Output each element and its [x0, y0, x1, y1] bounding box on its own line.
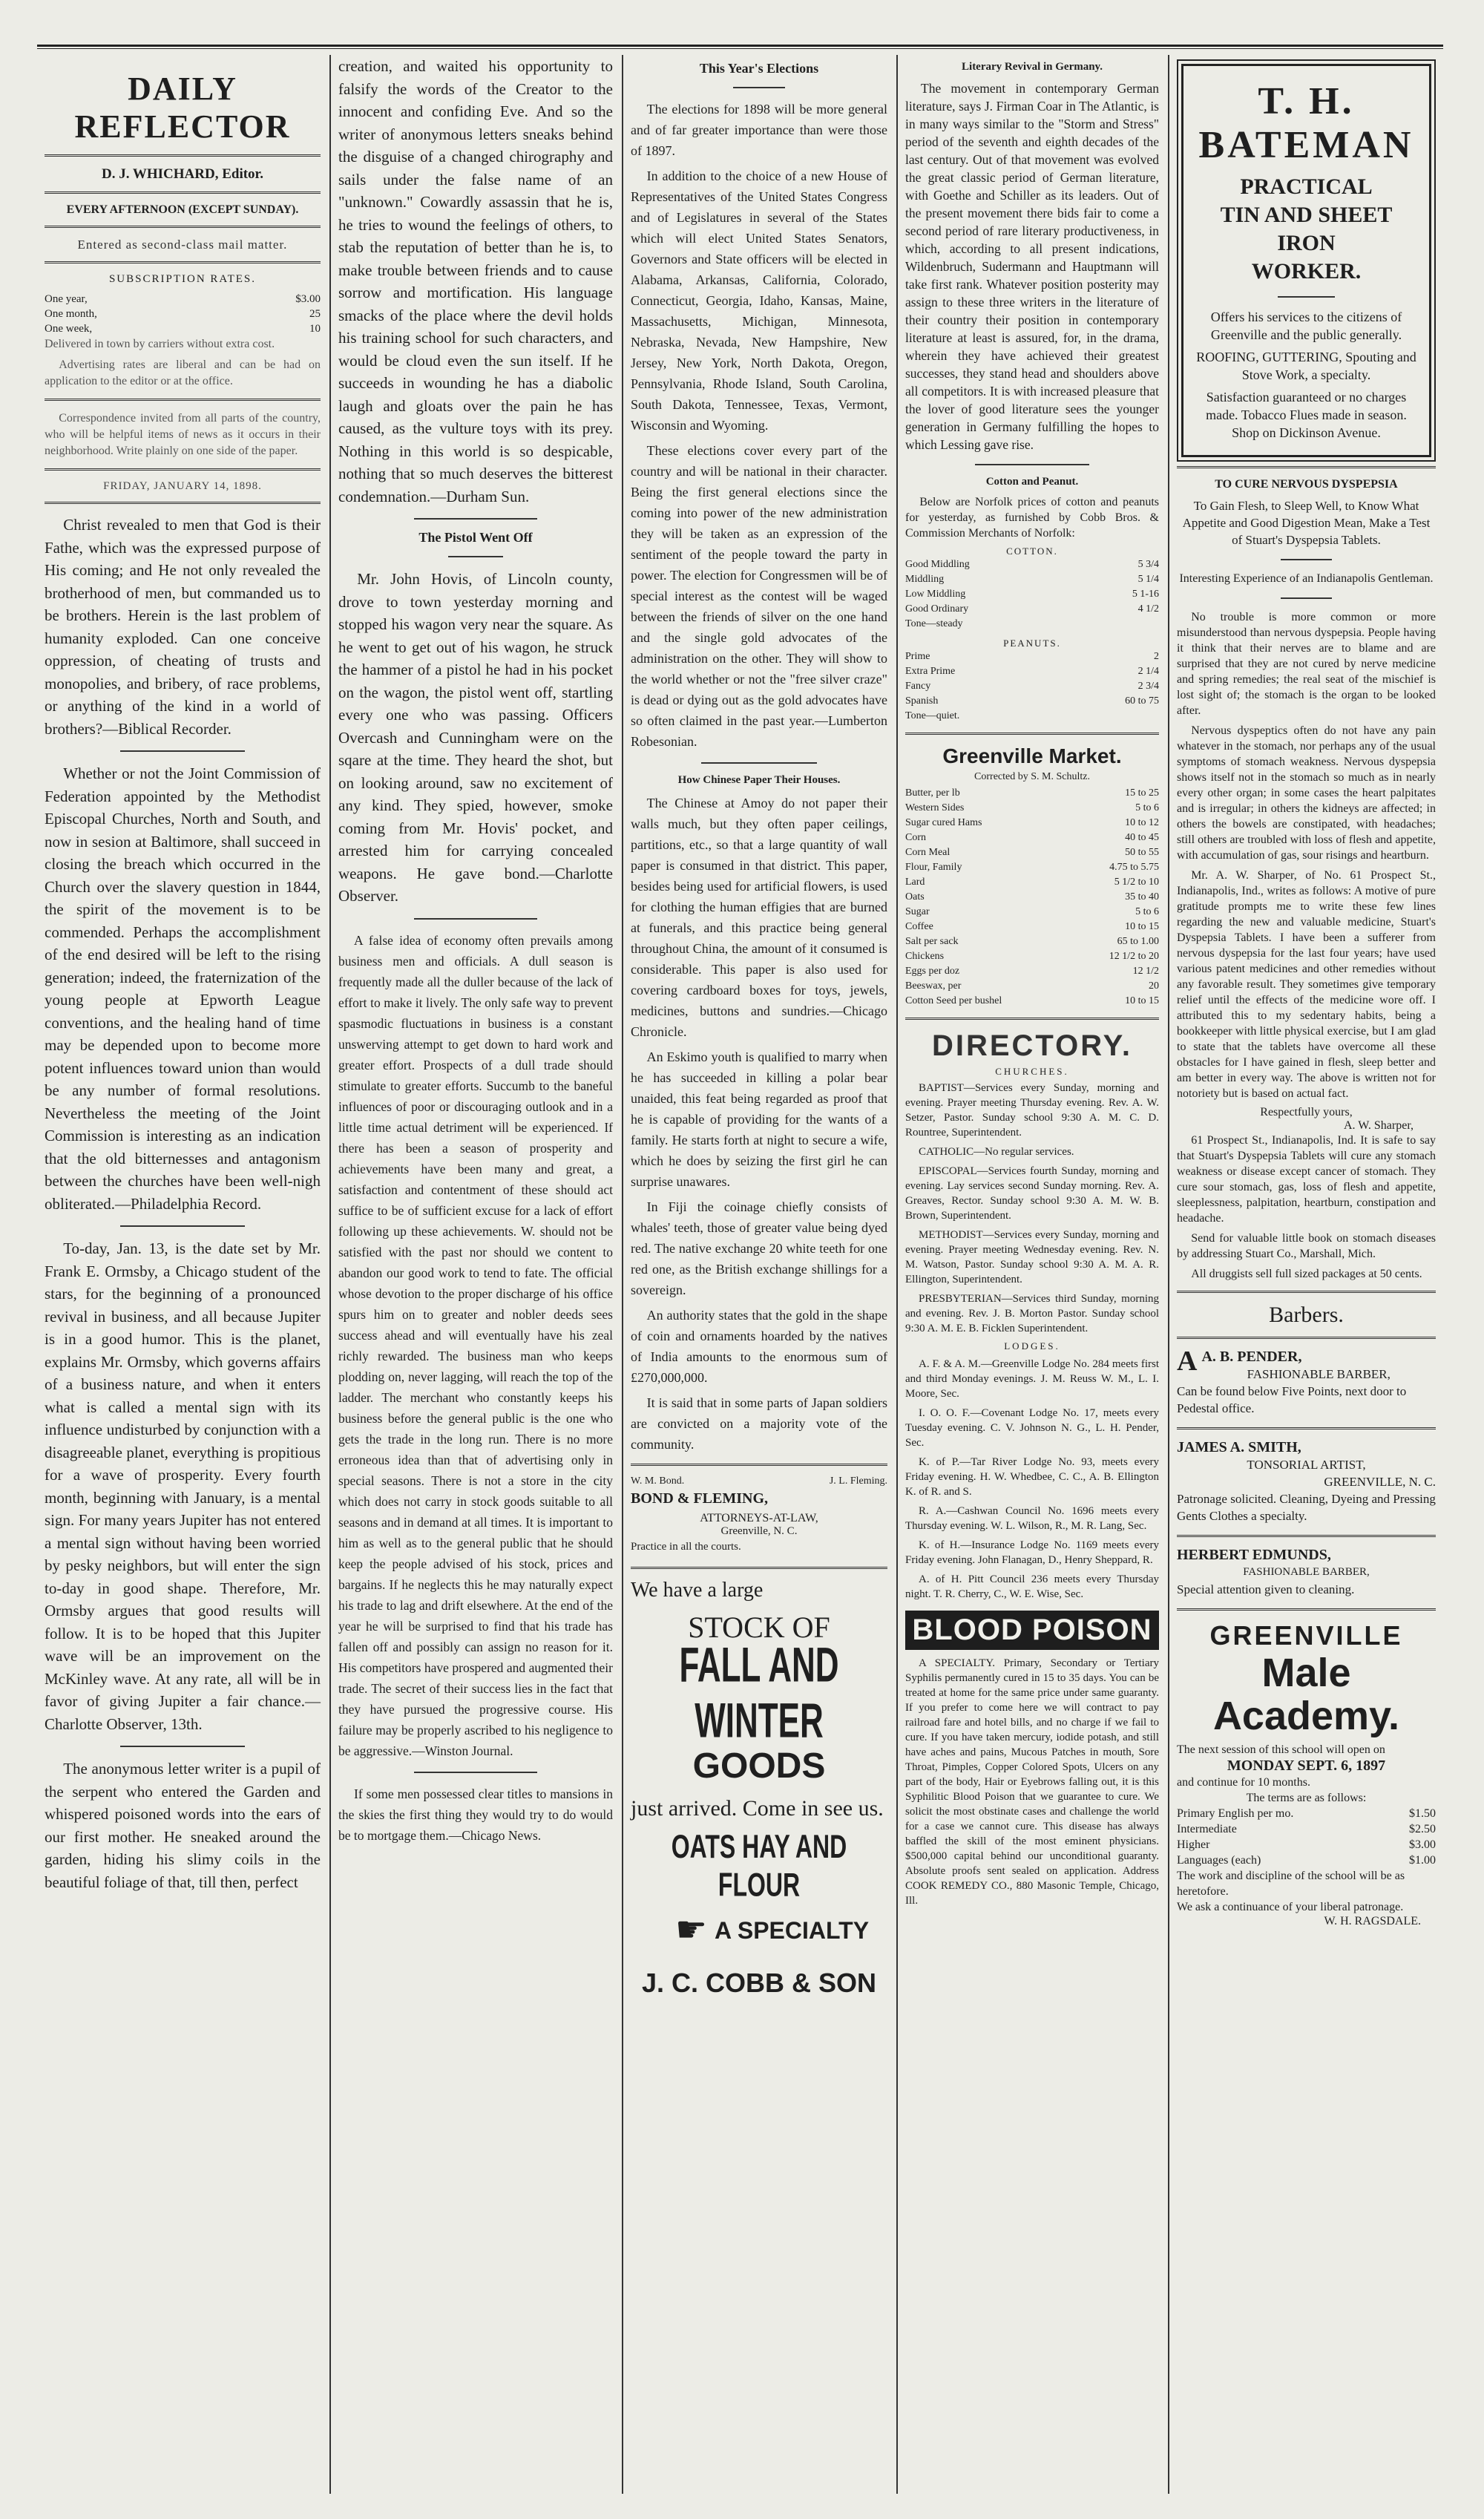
masthead-title: DAILY REFLECTOR [74, 71, 291, 145]
price-item: Primary English per mo. [1177, 1807, 1294, 1820]
divider [414, 1772, 538, 1773]
article-paragraph: All druggists sell full sized packages at 50 cents. [1191, 1268, 1422, 1280]
article-paragraph: An Eskimo youth is qualified to marry when he has succeeded in killing a polar bear unaided, this feat being regarded as proof that he is capable of providing for the wants of a family. He starts forth at night to secure a wife, which he does by seizing the first girl he can surprise unawares. [631, 1049, 887, 1189]
price-row [905, 920, 1159, 934]
academy-text: The next session of this school will open on [1177, 1743, 1385, 1756]
divider [414, 518, 538, 520]
price-value: 2 1/4 [1137, 666, 1159, 677]
article-paragraph: In Fiji the coinage chiefly consists of whales' teeth, those of greater value being dyed red. The native exchange 20 white teeth for one red one, as the British exchange shillings for a sovereign. [631, 1199, 887, 1297]
article-paragraph: The elections for 1898 will be more general and of far greater importance than were those of 1897. [631, 102, 887, 158]
article-paragraph: Mr. A. W. Sharper, of No. 61 Prospect St., Indianapolis, Ind., writes as follows: A motive of pure gratitude prompts me to write these few lines regarding the new and valuable medicine, Stuart's Dyspepsia Tablets. I have been a sufferer from nervous dyspepsia for the last four years; have used various patent medicines and other remedies without any favorable result. They sometimes give temporary relief until the effects of the medicine wore off. I attributed this to my sedentary habits, being a bookkeeper with little physical exercise, but I am glad to state that the tablets have overcome all these obstacles for I have gained in flesh, sleep better and am better in every way. The above is written not for notoriety but is based on actual fact. [1177, 869, 1436, 1100]
pointing-hand-icon: ☛ [675, 1910, 708, 1950]
bateman-text: ROOFING, GUTTERING, Spouting and Stove Work, a specialty. [1196, 350, 1416, 382]
academy-text: The work and discipline of the school will be as heretofore. [1177, 1870, 1405, 1898]
price-row [1177, 1821, 1436, 1837]
price-value: $3.00 [1409, 1838, 1436, 1851]
price-item: Oats [905, 891, 925, 903]
peanut-price-list [905, 649, 1159, 724]
section-label: LODGES. [1004, 1340, 1060, 1352]
price-value: 15 to 25 [1125, 787, 1159, 799]
bateman-text: Satisfaction guaranteed or no charges made. Tobacco Flues made in season. Shop on Dickinson Avenue. [1206, 390, 1407, 440]
article-paragraph: In addition to the choice of a new House of Representatives of the United States Congress and of Legislatures in several of the States which will elect United States Senators, Governors and State officers will be elected in Alabama, Arkansas, California, Colorado, Connecticut, Georgia, Idaho, Kansas, Maine, Massachusetts, Michigan, Minnesota, Nebraska, Nevada, New Hampshire, New Jersey, New York, North Dakota, Oregon, Pennsylvania, Rhode Island, South Carolina, South Dakota, Tennessee, Texas, Vermont, Wisconsin and Wyoming. [631, 168, 887, 433]
cobb-ad-headline: GOODS [692, 1746, 826, 1786]
price-item: Spanish [905, 695, 939, 707]
price-value: 60 to 75 [1125, 695, 1159, 707]
divider [448, 556, 503, 557]
divider [1177, 466, 1436, 469]
delivery-note: Delivered in town by carriers without extra cost. [45, 338, 275, 350]
price-value: 5 1/4 [1137, 574, 1159, 585]
price-item: Fancy [905, 681, 931, 692]
divider [45, 154, 321, 157]
article-subhead: Interesting Experience of an Indianapolis Gentleman. [1179, 572, 1434, 585]
section-label: CHURCHES. [995, 1066, 1069, 1077]
price-value: 40 to 45 [1125, 832, 1159, 843]
divider [120, 1746, 244, 1747]
divider [631, 1464, 887, 1467]
lodge-listing: I. O. O. F.—Covenant Lodge No. 17, meets every Tuesday evening. C. V. Johnson N. G., L. H. Pender, Sec. [905, 1407, 1159, 1449]
academy-text: The terms are as follows: [1246, 1792, 1367, 1804]
price-item: Salt per sack [905, 936, 959, 947]
column-2 [331, 55, 620, 2494]
article-paragraph: 61 Prospect St., Indianapolis, Ind. It is safe to say that Stuart's Dyspepsia Tablets will cure any stomach weakness or disease except cancer of stomach. They cure sour stomach, gas, loss of flesh and appetite, sleeplessness, palpitation, heartburn, constipation and headache. [1177, 1134, 1436, 1225]
price-item: Corn Meal [905, 847, 951, 858]
article-headline: This Year's Elections [699, 61, 819, 76]
bateman-line: TIN AND SHEET IRON [1220, 203, 1393, 255]
column-3 [623, 55, 895, 2494]
church-listing: EPISCOPAL—Services fourth Sunday, morning and evening. Lay services second Sunday morning. Rev. A. Greaves, Rector. Sunday school 9:30 A. M. W. B. Brown, Superintendent. [905, 1165, 1159, 1222]
price-value: $1.00 [1409, 1854, 1436, 1867]
price-row [905, 572, 1159, 587]
top-rule [37, 45, 1443, 49]
price-value: 20 [1149, 980, 1159, 992]
divider [45, 191, 321, 194]
church-listing: CATHOLIC—No regular services. [919, 1146, 1074, 1158]
price-row [905, 602, 1159, 617]
advertising-note: Advertising rates are liberal and can be had on application to the editor or at the office. [45, 358, 321, 387]
cobb-ad-line: We have a large [631, 1579, 764, 1602]
dropcap-a: A [1177, 1346, 1198, 1377]
blood-poison-ad: A SPECIALTY. Primary, Secondary or Tertiary Syphilis permanently cured in 15 to 35 days. You can be treated at home for the same price under same guaranty. If you prefer to come here we will contract to pay railroad fare and hotel bills, and no charge if we fail to cure. If you have taken mercury, iodide potash, and still have aches and pains, Mucous Patches in mouth, Sore Throat, Pimples, Copper Colored Spots, Ulcers on any part of the body, Hair or Eyebrows falling out, it is this Syphilitic Blood Poison that we guarantee to cure. We solicit the most obstinate cases and challenge the world for a case we cannot cure. This disease has always baffled the skill of the most eminent physicians. $500,000 capital behind our unconditional guaranty. Absolute proofs sent sealed on application. Address COOK REMEDY CO., 880 Masonic Temple, Chicago, Ill. [905, 1657, 1159, 1907]
price-item: Eggs per doz [905, 966, 960, 977]
signature-line: Respectfully yours, [1260, 1106, 1353, 1118]
article-paragraph: The Chinese at Amoy do not paper their walls much, but they often paper ceilings, partitions, etc., so that a large quantity of wall paper is consumed in that district. This paper, besides being used for artificial flowers, is used for clothing the human effigies that are burned at funerals, and this practice being general throughout China, the amount of it consumed is considerable. This paper is also used for covering cardboard boxes for toys, jewels, medicines, buttons and sundries.—Chicago Chronicle. [631, 796, 887, 1039]
academy-signature: W. H. RAGSDALE. [1324, 1915, 1421, 1927]
lodge-listing: A. of H. Pitt Council 236 meets every Thursday night. T. R. Cherry, C., W. E. Wise, Sec. [905, 1573, 1159, 1600]
price-value: 4 1/2 [1137, 603, 1159, 615]
article-paragraph: Send for valuable little book on stomach diseases by addressing Stuart Co., Marshall, Mich. [1177, 1232, 1436, 1260]
price-row [905, 845, 1159, 860]
price-row [905, 801, 1159, 816]
price-value: 12 1/2 [1132, 966, 1159, 977]
price-row [905, 786, 1159, 801]
divider [905, 1018, 1159, 1021]
divider [1281, 559, 1333, 560]
price-row [905, 934, 1159, 949]
lodge-listing: K. of H.—Insurance Lodge No. 1169 meets every Friday evening. John Flanagan, D., Henry Sheppard, R. [905, 1539, 1159, 1566]
price-value: 5 3/4 [1137, 559, 1159, 570]
market-price-list [905, 786, 1159, 1009]
article-paragraph: Whether or not the Joint Commission of Federation appointed by the Methodist Episcopal Churches, North and South, and now in sesion at Baltimore, shall succeed in closing the breach which occurred in the Church over the slavery question in 1844, the spirit of the movement is to be commended. Perhaps the accomplishment of the end desired will be left to the rising generation; indeed, the fraternization of the young people at Epworth League conventions, and the healing hand of time may be depended upon to become more potent influences toward union than would be any number of formal resolutions. Nevertheless the meeting of the Joint Commission is interesting as an indication that the old bitternesses and antagonism between the churches have been well-nigh obliterated.—Philadelphia Record. [45, 764, 321, 1213]
price-item: Cotton Seed per bushel [905, 995, 1002, 1006]
article-paragraph: To-day, Jan. 13, is the date set by Mr. Frank E. Ormsby, a Chicago student of the stars, for the beginning of a pronounced revival in business, and all because Jupiter is in a good humor. This is the planet, explains Mr. Ormsby, which governs affairs of a business nature, and when it enters what is called a mental sign with its influence undisturbed by conjunction with a disagreeable planet, everything is propitious for a wave of prosperity. Every fourth month, beginning with January, is a mental sign. For many years Jupiter has not entered a mental sign without having been worried by pesky neighbors, but will enter the sign to-day in good shape. Therefore, Mr. Ormsby argues that good results will follow. It is to be hoped that this Jupiter wave will be an improvement on the McKinley wave. At any rate, all will be in favor of giving Jupiter a fair chance.—Charlotte Observer, 13th. [45, 1239, 321, 1733]
article-paragraph: A false idea of economy often prevails among business men and officials. A dull season is frequently made all the duller because of the lack of effort to make it lively. The only safe way to prevent spasmodic fluctuations in business is a constant unswerving attempt to get down to hard work and greater effort. Prospects of a dull trade should stimulate to greater efforts. Succumb to the baneful influences of poor or discouraging outlook and in a little time actual detriment will be experienced. If there has been a season of prosperity and achievements have been many and great, a satisfaction and contentment of these should act suffice to be of sufficient excuse for a lack of effort following up these achievements. W. should not be satisfied with the past nor should we content to abandon our good work to tend to fate. The official whose devotion to the proper discharge of his office spurs him on to greater and nobler deeds sees success ahead and will eventually have his zeal richly rewarded. The business man who keeps plodding on, never lagging, will reach the top of the ladder. The merchant who constantly keeps his business before the general public is the one who gets the trade in the long run. There is no more erroneous idea than that of advertising only in special seasons. There is not a store in the city which does not carry in stock goods suitable to all seasons and in demand at all times. It is important to him as well as to the general public that he should keep the people advised of his stock, prices and bargains. If he neglects this he may naturally expect his trade to lag and drift elsewhere. At the end of the year he will be surprised to find that his trade has fallen off and possibly can assign no reason for it. His competitors have prospered and augmented their trade. The secret of their success lies in the fact that they have pursued the progressive course. His failure may be properly ascribed to his negligence to be aggressive.—Winston Journal. [338, 932, 613, 1758]
price-item: Tone—quiet. [905, 710, 960, 721]
church-listing: BAPTIST—Services every Sunday, morning and evening. Prayer meeting Thursday evening. Rev. A. W. Setzer, Pastor. Sunday school 9:30 A. M. C. D. Rountree, Superintendent. [905, 1082, 1159, 1139]
cobb-ad-specialty: A SPECIALTY [715, 1916, 870, 1944]
blood-poison-headline: BLOOD POISON [905, 1611, 1159, 1650]
bateman-ad [1181, 64, 1431, 457]
article-paragraph: The anonymous letter writer is a pupil of the serpent who entered the Garden and whispered poisoned words into the ears of our first mother. He sneaked around the garden, hiding his slimy coils in the beautiful foliage of that, till then, perfect [45, 1760, 321, 1891]
price-item: Good Middling [905, 559, 970, 570]
academy-title: Male Academy. [1212, 1651, 1400, 1738]
academy-date: MONDAY SEPT. 6, 1897 [1227, 1758, 1386, 1774]
price-row [905, 905, 1159, 920]
price-item: Western Sides [905, 802, 965, 813]
price-value: 2 [1154, 651, 1159, 662]
cobb-ad-line: STOCK OF [688, 1611, 830, 1644]
law-firm-city: Greenville, N. C. [720, 1525, 798, 1537]
price-row [905, 860, 1159, 875]
article-headline: Literary Revival in Germany. [962, 61, 1103, 73]
price-item: Lard [905, 877, 925, 888]
law-firm-name: BOND & FLEMING, [631, 1490, 768, 1507]
article-paragraph: No trouble is more common or more misunderstood than nervous dyspepsia. People having it think that their nerves are to blame and are surprised that they are not cured by nerve medicine and spring remedies; the real seat of the mischief is lost sight of; the stomach is the organ to be looked after. [1177, 611, 1436, 717]
price-value: 12 1/2 to 20 [1109, 951, 1159, 962]
divider [701, 762, 817, 764]
price-row [905, 816, 1159, 831]
price-item: Sugar [905, 906, 930, 917]
divider [414, 918, 538, 920]
section-label: COTTON. [1006, 546, 1058, 557]
article-headline: TO CURE NERVOUS DYSPEPSIA [1215, 478, 1398, 491]
church-listing: METHODIST—Services every Sunday, morning and evening. Prayer meeting Wednesday evening. Rev. N. M. Watson, Pastor. Sunday school 9:30 A. M. A. R. Ellington, Superintendent. [905, 1229, 1159, 1285]
price-item: Extra Prime [905, 666, 956, 677]
cotton-price-list [905, 557, 1159, 632]
price-row [1177, 1806, 1436, 1821]
article-paragraph: An authority states that the gold in the shape of coin and ornaments hoarded by the natives of India amounts to the enormous sum of £270,000,000. [631, 1308, 887, 1385]
editor-line: D. J. WHICHARD, Editor. [102, 166, 263, 182]
price-item: Intermediate [1177, 1823, 1237, 1835]
rates-title: SUBSCRIPTION RATES. [108, 273, 257, 285]
divider [1278, 296, 1335, 298]
price-item: Languages (each) [1177, 1854, 1261, 1867]
rate-row: One month, 25 [45, 308, 321, 320]
price-value: 10 to 15 [1125, 995, 1159, 1006]
divider [45, 468, 321, 471]
divider [45, 502, 321, 505]
lodge-listing: A. F. & A. M.—Greenville Lodge No. 284 meets first and third Monday evenings. J. M. Reuss W. M., L. I. Moore, Sec. [905, 1358, 1159, 1400]
article-headline: How Chinese Paper Their Houses. [677, 774, 841, 786]
divider [905, 733, 1159, 736]
price-row [905, 890, 1159, 905]
cobb-ad-line: just arrived. Come in see us. [631, 1796, 884, 1821]
market-intro: Below are Norfolk prices of cotton and peanuts for yesterday, as furnished by Cobb Bros. & Commission Merchants of Norfolk: [905, 496, 1159, 540]
price-row [905, 694, 1159, 709]
price-item: Prime [905, 651, 930, 662]
price-value: 65 to 1.00 [1117, 936, 1159, 947]
barber-listing: A A. B. PENDER, FASHIONABLE BARBER, Can be found below Five Points, next door to Pedestal office. [1177, 1346, 1407, 1415]
price-value: $2.50 [1409, 1823, 1436, 1835]
divider [733, 87, 784, 88]
price-row [905, 664, 1159, 679]
price-value: 35 to 40 [1125, 891, 1159, 903]
directory-title: DIRECTORY. [931, 1029, 1133, 1062]
market-title: Greenville Market. [942, 744, 1122, 767]
schedule-line: EVERY AFTERNOON (EXCEPT SUNDAY). [66, 203, 299, 216]
bateman-name: T. H. BATEMAN [1198, 80, 1414, 166]
price-item: Butter, per lb [905, 787, 960, 799]
tuition-list [1177, 1806, 1436, 1868]
academy-title: GREENVILLE [1209, 1620, 1403, 1651]
bateman-text: Offers his services to the citizens of Greenville and the public generally. [1210, 309, 1402, 342]
column-1 [37, 55, 328, 2494]
price-item: Middling [905, 574, 945, 585]
price-item: Flour, Family [905, 862, 962, 873]
price-row [905, 949, 1159, 964]
law-firm-note: Practice in all the courts. [631, 1541, 741, 1553]
article-paragraph: The movement in contemporary German literature, says J. Firman Coar in The Atlantic, is in many ways similar to the "Storm and Stress" period of the seventh and eighth decades of the last century. Out of that movement was evolved the great classic period of German literature, with Goethe and Schiller as its leaders. Out of the present movement there bids fair to come a second period of rare literary productiveness, in which, according to all present indications, Wildenbruch, Sudermann and Hauptmann will take first rank. Whatever position posterity may assign to these three writers in the literature of their country their position in contemporary literature at least is assured, for, in the drama, wherein they have achieved their greatest successes, they stand head and shoulders above all competitors. It is with increased pleasure that the lover of good literature sees the younger generation in Germany fulfilling the hopes to which Lessing gave rise. [905, 81, 1159, 452]
article-headline: Cotton and Peanut. [985, 476, 1079, 488]
lodge-listing: R. A.—Cashwan Council No. 1696 meets every Thursday evening. W. L. Wilson, R., M. R. Lang, Sec. [905, 1505, 1159, 1532]
price-row [905, 557, 1159, 572]
column-5 [1169, 55, 1443, 2494]
bateman-line: WORKER. [1251, 259, 1362, 284]
price-row [1177, 1837, 1436, 1853]
newspaper-page [37, 45, 1443, 2494]
bateman-line: PRACTICAL [1240, 174, 1373, 199]
academy-text: and continue for 10 months. [1177, 1776, 1310, 1789]
divider [1177, 1337, 1436, 1340]
entered-line: Entered as second-class mail matter. [77, 238, 288, 252]
price-item: Sugar cured Hams [905, 817, 982, 828]
article-paragraph: It is said that in some parts of Japan soldiers are convicted on a majority vote of the community. [631, 1395, 887, 1452]
price-row [905, 587, 1159, 602]
divider [1177, 1608, 1436, 1611]
article-paragraph: creation, and waited his opportunity to falsify the words of the Creator to the innocent and confiding Eve. And so the writer of anonymous letters sneaks behind the disguise of a changed chirography and sails under the false name of an "unknown." Cowardly assassin that he is, he tries to wound the feelings of others, to stab the reputation of better than he is, to make trouble between friends and to cause sorrow and mortification. His language smacks of the place where the devil holds his training school for such characters, and would be cloud even the sun itself. If he succeeds in wounding he has a diabolic laugh and gloats over the pain he has caused, as the vulture toys with its prey. Nothing in this world is so despicable, nothing that so much deserves the bitterest condemnation.—Durham Sun. [338, 57, 613, 505]
law-names: W. M. Bond. J. L. Fleming. [631, 1475, 887, 1487]
price-row [905, 649, 1159, 664]
price-row [905, 875, 1159, 890]
cobb-ad-signature: J. C. COBB & SON [641, 1968, 877, 1998]
price-value: 5 1/2 to 10 [1114, 877, 1159, 888]
price-row [905, 831, 1159, 845]
price-value: 4.75 to 5.75 [1109, 862, 1159, 873]
rate-row: One year, $3.00 [45, 293, 321, 305]
article-paragraph: Christ revealed to men that God is their Fathe, which was the expressed purpose of His coming; and He not only revealed the brotherhood of men, but commanded us to be brothers. Herein is the last problem of humanity exploded. Can one conceive oppression, of cheating of trusts and monopolies, and bribery, of race problems, or anything of the kind in a world of brothers?—Biblical Recorder. [45, 516, 321, 738]
issue-date: FRIDAY, JANUARY 14, 1898. [103, 480, 262, 492]
article-subhead: To Gain Flesh, to Sleep Well, to Know What Appetite and Good Digestion Mean, Make a Test of Stuart's Dyspepsia Tablets. [1182, 499, 1431, 547]
barber-listing: HERBERT EDMUNDS, FASHIONABLE BARBER, Special attention given to cleaning. [1177, 1547, 1370, 1596]
price-item: Higher [1177, 1838, 1210, 1851]
price-row [905, 964, 1159, 979]
divider [120, 750, 244, 752]
barbers-title: Barbers. [1269, 1303, 1344, 1327]
price-row [905, 679, 1159, 694]
rate-row: One week, 10 [45, 323, 321, 335]
divider [120, 1225, 244, 1227]
price-row [905, 994, 1159, 1009]
church-listing: PRESBYTERIAN—Services third Sunday, morning and evening. Rev. J. B. Morton Pastor. Sunday school 9:30 A. M. E. B. Ficklen Superintendent. [905, 1293, 1159, 1334]
price-item: Chickens [905, 951, 945, 962]
price-item: Beeswax, per [905, 980, 962, 992]
price-item: Corn [905, 832, 926, 843]
price-row [905, 709, 1159, 724]
column-4 [898, 55, 1166, 2494]
price-value: 5 to 6 [1135, 906, 1159, 917]
price-item: Tone—steady [905, 618, 963, 629]
divider [631, 1567, 887, 1570]
divider [45, 399, 321, 402]
academy-text: We ask a continuance of your liberal patronage. [1177, 1901, 1404, 1913]
correspondence-note: Correspondence invited from all parts of the country, who will be helpful items of news as it occurs in their neighborhood. Write plainly on one side of the paper. [45, 412, 321, 457]
price-value: 2 3/4 [1137, 681, 1159, 692]
divider [975, 464, 1089, 465]
price-row [905, 979, 1159, 994]
divider [45, 261, 321, 264]
article-paragraph: These elections cover every part of the country and will be national in their character. Being the first general elections since the coming into power of the new administration they will be taken as an expression of the sentiment of the people toward the party in power. The election for Congressmen will be of special interest as the contest will be waged between the friends of silver on the one hand and the single gold advocates of the administration on the other. They will show to the world whether or not the "free silver craze" is dead or dying out as the gold advocates have so often claimed in the past year.—Lumberton Robesonian. [631, 443, 887, 749]
price-item: Coffee [905, 921, 933, 932]
divider [1177, 1535, 1436, 1538]
article-paragraph: Nervous dyspeptics often do not have any pain whatever in the stomach, nor perhaps any of the usual symptoms of stomach weakness. Nervous dyspepsia shows itself not in the stomach so much as in nearly every other organ; in some cases the heart palpitates and is irregular; in others the kidneys are affected; in others the bowels are constipated, with headaches; still others are troubled with loss of flesh and appetite, with accumulation of gas, sour risings and heartburn. [1177, 724, 1436, 862]
divider [45, 226, 321, 229]
lodge-listing: K. of P.—Tar River Lodge No. 93, meets every Friday evening. H. W. Whedbee, C. C., A. B. Ellington K. of R. and S. [905, 1456, 1159, 1498]
market-byline: Corrected by S. M. Schultz. [974, 771, 1090, 782]
price-value: 10 to 15 [1125, 921, 1159, 932]
divider [1281, 597, 1333, 599]
cobb-ad-headline: OATS HAY AND FLOUR [671, 1827, 847, 1904]
barber-listing: JAMES A. SMITH, TONSORIAL ARTIST, GREENVILLE, N. C. Patronage solicited. Cleaning, Dyeing and Pressing Gents Clothes a specialty. [1177, 1439, 1436, 1523]
article-paragraph: Mr. John Hovis, of Lincoln county, drove to town yesterday morning and stopped his wagon very near the square. As he went to get out of his wagon, he struck the hammer of a pistol he had in his pocket on the wagon, the pistol went off, startling every one who was passing. Officers Overcash and Cunningham were on the sqare at the time. They heard the shot, but on looking around, saw no excitement of any kind. They spied, however, smoke coming from Mr. Hovis' pocket, and arrested him for carrying concealed weapons. He gave bond.—Charlotte Observer. [338, 570, 613, 905]
price-item: Good Ordinary [905, 603, 969, 615]
cobb-ad-headline: FALL AND WINTER [679, 1638, 839, 1749]
article-headline: The Pistol Went Off [418, 530, 533, 545]
price-value: 10 to 12 [1125, 817, 1159, 828]
price-value: 50 to 55 [1125, 847, 1159, 858]
divider [1177, 1427, 1436, 1430]
section-label: PEANUTS. [1003, 638, 1061, 649]
article-paragraph: If some men possessed clear titles to mansions in the skies the first thing they would try to do would be to mortgage them.—Chicago News. [338, 1786, 613, 1843]
divider [1177, 1291, 1436, 1294]
law-firm-title: ATTORNEYS-AT-LAW, [700, 1512, 818, 1524]
price-value: $1.50 [1409, 1807, 1436, 1820]
price-row [905, 617, 1159, 632]
price-value: 5 1-16 [1132, 589, 1159, 600]
price-value: 5 to 6 [1135, 802, 1159, 813]
signature-line: A. W. Sharper, [1343, 1119, 1414, 1132]
price-item: Low Middling [905, 589, 966, 600]
price-row [1177, 1853, 1436, 1868]
